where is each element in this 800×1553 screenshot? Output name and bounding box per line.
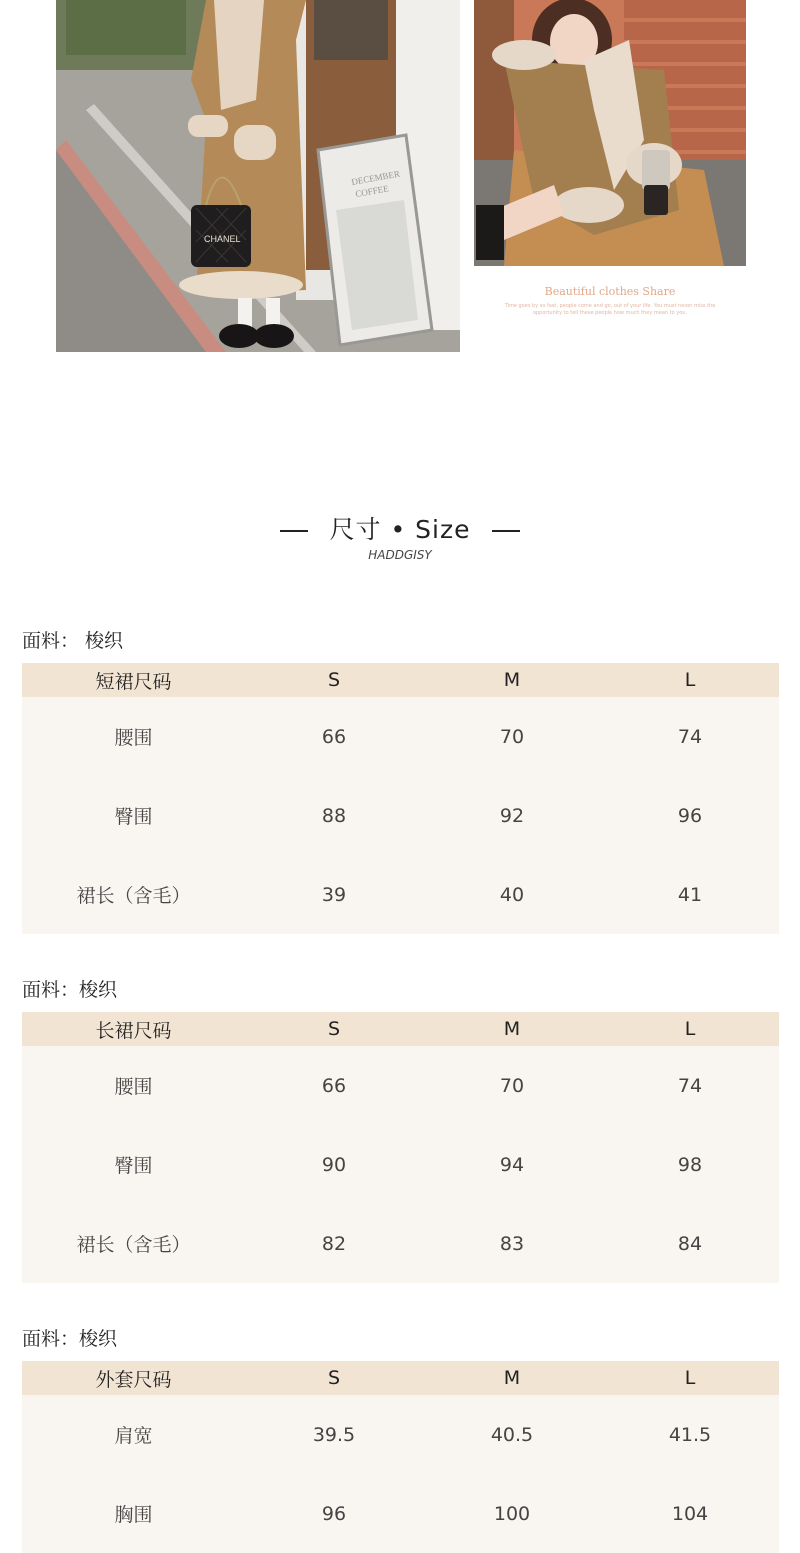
sign-text-1: DECEMBER bbox=[350, 168, 401, 187]
table-row bbox=[22, 697, 779, 776]
product-photo-street bbox=[56, 0, 460, 352]
table-cell: 92 bbox=[499, 804, 525, 827]
size-subtitle: HADDGISY bbox=[368, 548, 432, 562]
title-dash-left bbox=[280, 530, 308, 532]
table-row bbox=[22, 855, 779, 934]
size-table-short-skirt bbox=[22, 663, 779, 934]
photo-street-illustration bbox=[56, 0, 460, 352]
header-cell: S bbox=[327, 1367, 341, 1389]
row-label: 肩宽 bbox=[114, 1425, 153, 1447]
table-row bbox=[22, 1395, 779, 1474]
row-label: 腰围 bbox=[114, 1076, 153, 1098]
caption-title: Beautiful clothes Share bbox=[544, 285, 676, 298]
header-cell: L bbox=[684, 1018, 696, 1040]
header-cell: 外套尺码 bbox=[95, 1368, 172, 1391]
table-cell: 94 bbox=[499, 1153, 525, 1176]
header-cell: S bbox=[327, 669, 341, 691]
row-label: 胸围 bbox=[114, 1504, 153, 1526]
table-cell: 98 bbox=[677, 1153, 703, 1176]
table-row bbox=[22, 1204, 779, 1283]
header-cell: L bbox=[684, 669, 696, 691]
table-cell: 66 bbox=[321, 725, 347, 748]
table-row bbox=[22, 1474, 779, 1553]
size-table-long-skirt bbox=[22, 1012, 779, 1283]
size-section-header bbox=[0, 510, 800, 562]
sign-text-2: COFFEE bbox=[354, 183, 390, 199]
table-header-row bbox=[22, 1361, 779, 1395]
table-cell: 90 bbox=[321, 1153, 347, 1176]
row-label: 腰围 bbox=[114, 727, 153, 749]
table-cell: 39.5 bbox=[312, 1423, 356, 1446]
caption-subtitle: Time goes by so fast, people come and go, out of your life. You must never miss the opportunity to tell these people how much they mean to you. bbox=[504, 303, 716, 316]
table-cell: 39 bbox=[321, 883, 347, 906]
header-cell: L bbox=[684, 1367, 696, 1389]
header-cell: S bbox=[327, 1018, 341, 1040]
fabric-label: 面料：梭织 bbox=[22, 1328, 118, 1350]
fabric-label: 面料：梭织 bbox=[22, 979, 118, 1001]
table-cell: 88 bbox=[321, 804, 347, 827]
table-row bbox=[22, 1125, 779, 1204]
table-cell: 66 bbox=[321, 1074, 347, 1097]
table-cell: 83 bbox=[499, 1232, 525, 1255]
table-cell: 96 bbox=[677, 804, 703, 827]
table-cell: 41.5 bbox=[668, 1423, 712, 1446]
size-table-coat bbox=[22, 1361, 779, 1553]
table-cell: 100 bbox=[493, 1502, 531, 1525]
table-cell: 104 bbox=[671, 1502, 709, 1525]
table-cell: 74 bbox=[677, 1074, 703, 1097]
size-title-row bbox=[0, 510, 800, 546]
table-cell: 40.5 bbox=[490, 1423, 534, 1446]
title-dash-right bbox=[492, 530, 520, 532]
table-cell: 41 bbox=[677, 883, 703, 906]
row-label: 臀围 bbox=[114, 1155, 153, 1177]
table-cell: 70 bbox=[499, 1074, 525, 1097]
header-cell: 长裙尺码 bbox=[95, 1019, 172, 1042]
row-label: 裙长（含毛） bbox=[76, 885, 191, 907]
photo-cafe-illustration bbox=[474, 0, 746, 266]
table-header-row bbox=[22, 663, 779, 697]
table-cell: 84 bbox=[677, 1232, 703, 1255]
product-photo-cafe bbox=[474, 0, 746, 266]
table-row bbox=[22, 776, 779, 855]
header-cell: M bbox=[503, 1367, 521, 1389]
size-title: 尺寸 • Size bbox=[329, 515, 471, 544]
table-cell: 40 bbox=[499, 883, 525, 906]
table-row bbox=[22, 1046, 779, 1125]
fabric-label: 面料： 梭织 bbox=[22, 630, 124, 652]
row-label: 裙长（含毛） bbox=[76, 1234, 191, 1256]
header-cell: M bbox=[503, 1018, 521, 1040]
table-cell: 82 bbox=[321, 1232, 347, 1255]
table-cell: 74 bbox=[677, 725, 703, 748]
table-cell: 96 bbox=[321, 1502, 347, 1525]
row-label: 臀围 bbox=[114, 806, 153, 828]
header-cell: 短裙尺码 bbox=[95, 670, 172, 693]
header-cell: M bbox=[503, 669, 521, 691]
table-cell: 70 bbox=[499, 725, 525, 748]
table-header-row bbox=[22, 1012, 779, 1046]
bag-brand-text: CHANEL bbox=[204, 234, 241, 244]
